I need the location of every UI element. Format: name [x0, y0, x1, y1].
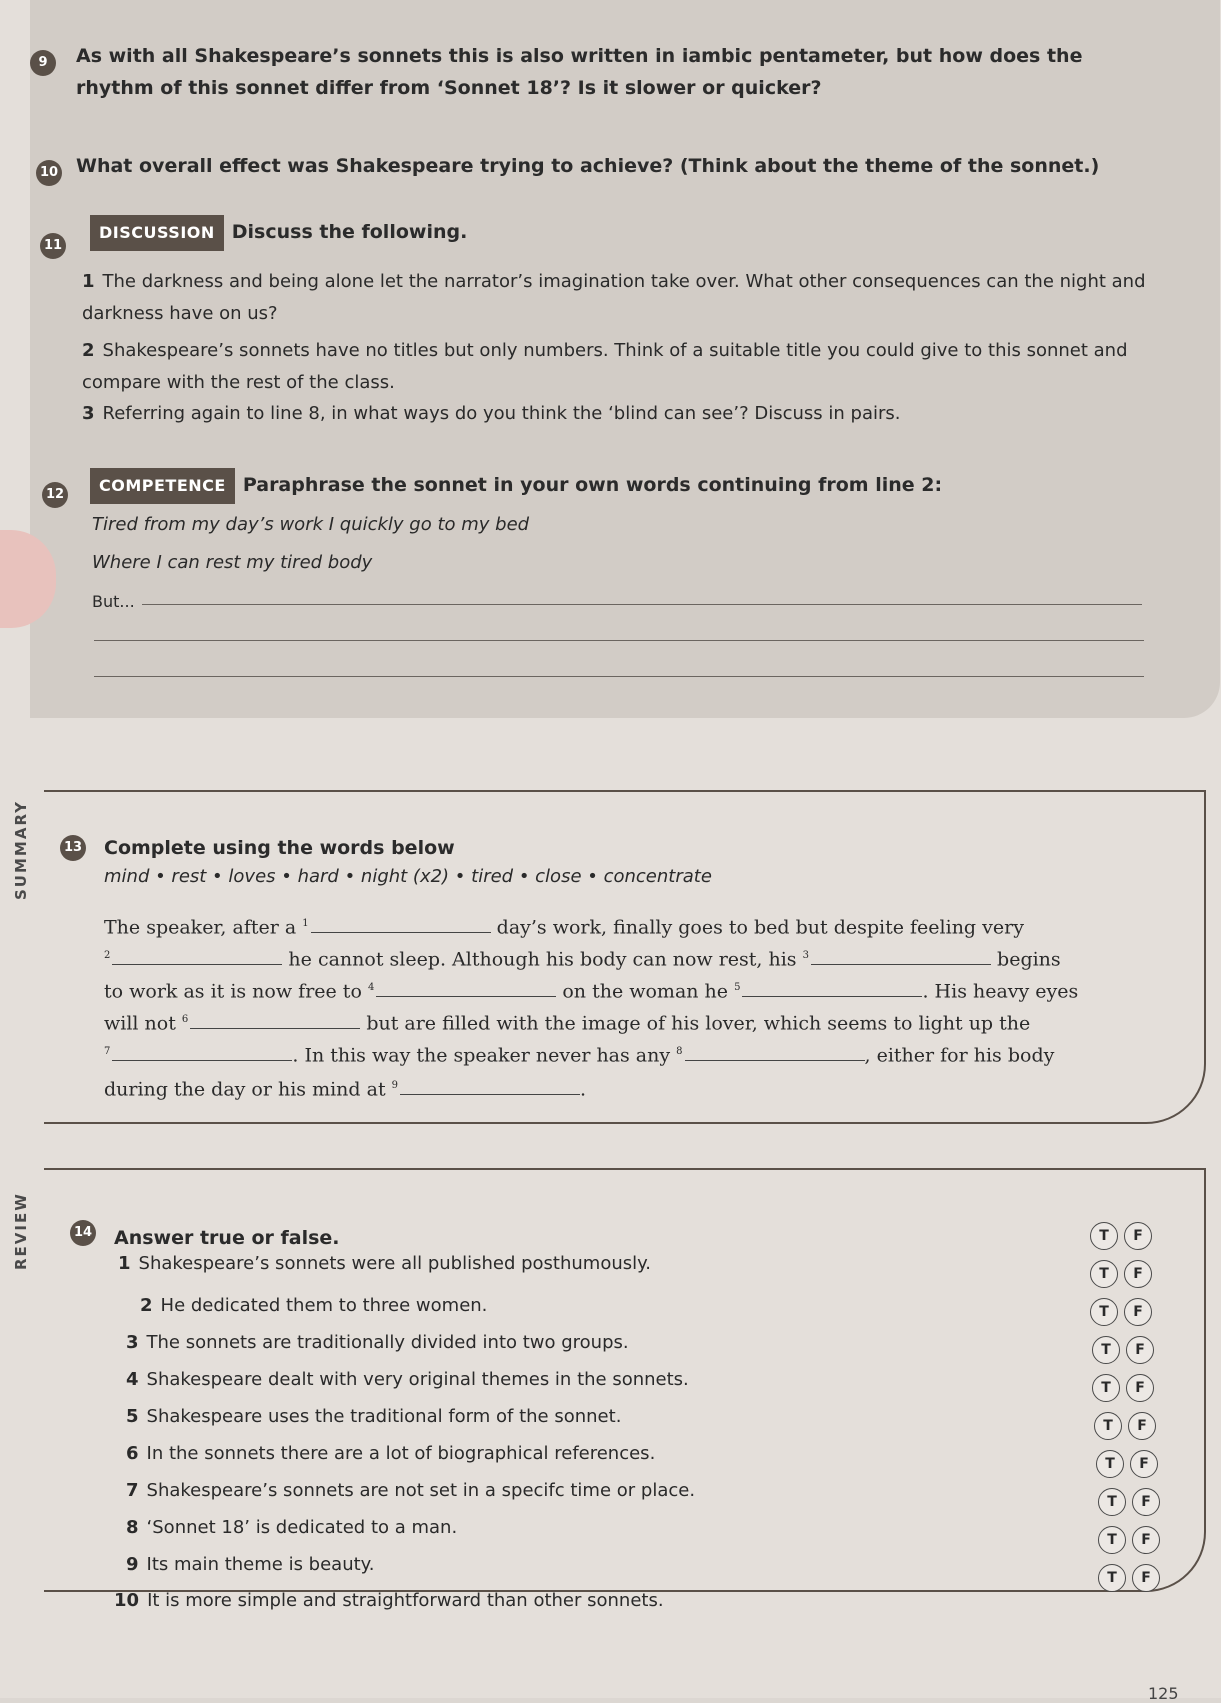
false-option[interactable]: F — [1132, 1488, 1160, 1516]
false-option[interactable]: F — [1124, 1222, 1152, 1250]
true-option[interactable]: T — [1092, 1336, 1120, 1364]
question-11-title: Discuss the following. — [231, 221, 468, 243]
blank-4[interactable] — [376, 976, 556, 997]
question-11-heading — [90, 215, 467, 251]
list-item: 6 In the sonnets there are a lot of biographical references. — [126, 1443, 656, 1464]
true-option[interactable]: T — [1094, 1412, 1122, 1440]
list-item: 8 ‘Sonnet 18’ is dedicated to a man. — [126, 1517, 458, 1538]
tf-option — [1094, 1412, 1156, 1440]
list-item: 2 Shakespeare’s sonnets have no titles but only numbers. Think of a suitable title you could give to this sonnet and compare with the rest of the class. — [82, 340, 1128, 393]
blank-2[interactable] — [112, 944, 282, 965]
but-label: But... — [92, 592, 135, 611]
blank-1[interactable] — [311, 912, 491, 933]
tf-option — [1098, 1488, 1160, 1516]
summary-line: The speaker, after a $^1$ day’s work, finally goes to bed but despite feeling very — [104, 908, 1024, 943]
false-option[interactable]: F — [1124, 1298, 1152, 1326]
tf-option — [1090, 1298, 1152, 1326]
answer-line[interactable] — [142, 604, 1142, 605]
true-option[interactable]: T — [1098, 1526, 1126, 1554]
true-option[interactable]: T — [1098, 1488, 1126, 1516]
blank-8[interactable] — [685, 1040, 865, 1061]
question-12-title: Paraphrase the sonnet in your own words continuing from line 2: — [242, 474, 943, 496]
list-item: 4 Shakespeare dealt with very original themes in the sonnets. — [126, 1369, 689, 1390]
question-number-11: 11 — [40, 233, 66, 259]
tf-option — [1090, 1260, 1152, 1288]
tf-option — [1096, 1450, 1158, 1478]
false-option[interactable]: F — [1132, 1526, 1160, 1554]
paraphrase-line-1: Tired from my day’s work I quickly go to my bed — [92, 514, 530, 535]
blank-7[interactable] — [112, 1040, 292, 1061]
true-option[interactable]: T — [1098, 1564, 1126, 1592]
discussion-tag: DISCUSSION — [90, 215, 224, 251]
list-item: 9 Its main theme is beauty. — [126, 1554, 375, 1575]
list-item: 7 Shakespeare’s sonnets are not set in a specifc time or place. — [126, 1480, 696, 1501]
list-item: 1 Shakespeare’s sonnets were all published posthumously. — [118, 1253, 651, 1274]
list-item: 1 The darkness and being alone let the narrator’s imagination take over. What other consequences can the night and darkness have on us? — [82, 271, 1146, 324]
answer-line[interactable] — [94, 640, 1144, 641]
list-item: 2 He dedicated them to three women. — [140, 1295, 488, 1316]
tf-option — [1092, 1374, 1154, 1402]
true-option[interactable]: T — [1096, 1450, 1124, 1478]
false-option[interactable]: F — [1130, 1450, 1158, 1478]
question-9-text: As with all Shakespeare’s sonnets this is also written in iambic pentameter, but how does the rhythm of this sonnet differ from ‘Sonnet 18’? Is it slower or quicker? — [76, 45, 1083, 99]
tf-option — [1092, 1336, 1154, 1364]
summary-line: will not $^6$ but are filled with the image of his lover, which seems to light up the — [104, 1004, 1030, 1039]
summary-line: $^7$ . In this way the speaker never has any $^8$ , either for his body — [104, 1036, 1054, 1071]
true-option[interactable]: T — [1090, 1260, 1118, 1288]
page-number: 125 — [1148, 1684, 1179, 1703]
blank-3[interactable] — [811, 944, 991, 965]
blank-6[interactable] — [190, 1008, 360, 1029]
true-option[interactable]: T — [1090, 1222, 1118, 1250]
question-14-title: Answer true or false. — [114, 1227, 340, 1249]
list-item: 10 It is more simple and straightforward than other sonnets. — [114, 1590, 664, 1611]
blank-9[interactable] — [400, 1074, 580, 1095]
tf-option — [1098, 1564, 1160, 1592]
competence-tag: COMPETENCE — [90, 468, 235, 504]
list-item: 5 Shakespeare uses the traditional form of the sonnet. — [126, 1406, 622, 1427]
false-option[interactable]: F — [1132, 1564, 1160, 1592]
question-12-heading — [90, 468, 1170, 504]
summary-line: during the day or his mind at $^9$ . — [104, 1070, 586, 1105]
tf-option — [1090, 1222, 1152, 1250]
question-10-text: What overall effect was Shakespeare trying to achieve? (Think about the theme of the sonnet.) — [76, 155, 1100, 177]
question-number-9: 9 — [30, 50, 56, 76]
question-13-title: Complete using the words below — [104, 837, 455, 859]
review-side-label: REVIEW — [12, 1192, 30, 1270]
question-number-13: 13 — [60, 835, 86, 861]
summary-side-label: SUMMARY — [12, 799, 30, 900]
question-number-10: 10 — [36, 160, 62, 186]
blank-5[interactable] — [742, 976, 922, 997]
true-option[interactable]: T — [1092, 1374, 1120, 1402]
false-option[interactable]: F — [1126, 1374, 1154, 1402]
question-number-14: 14 — [70, 1220, 96, 1246]
answer-line[interactable] — [94, 676, 1144, 677]
paraphrase-line-2: Where I can rest my tired body — [92, 552, 373, 573]
summary-line: to work as it is now free to $^4$ on the woman he $^5$ . His heavy eyes — [104, 972, 1078, 1007]
list-item: 3 The sonnets are traditionally divided into two groups. — [126, 1332, 629, 1353]
list-item: 3 Referring again to line 8, in what ways do you think the ‘blind can see’? Discuss in pairs. — [82, 403, 901, 424]
question-number-12: 12 — [42, 482, 68, 508]
word-bank: mind • rest • loves • hard • night (x2) • tired • close • concentrate — [104, 866, 712, 887]
false-option[interactable]: F — [1128, 1412, 1156, 1440]
summary-line: $^2$ he cannot sleep. Although his body can now rest, his $^3$ begins — [104, 940, 1061, 975]
false-option[interactable]: F — [1124, 1260, 1152, 1288]
true-option[interactable]: T — [1090, 1298, 1118, 1326]
false-option[interactable]: F — [1126, 1336, 1154, 1364]
tf-option — [1098, 1526, 1160, 1554]
